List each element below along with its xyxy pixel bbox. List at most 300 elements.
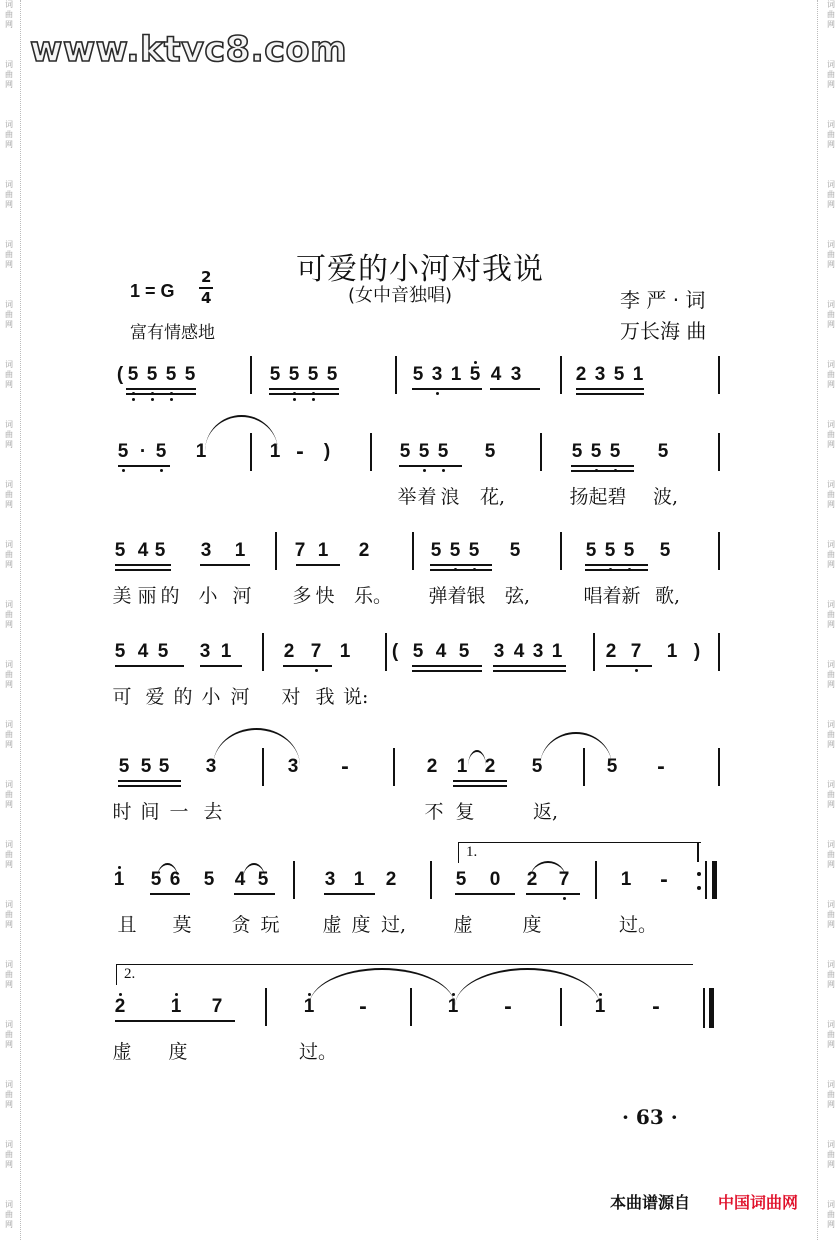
beam-underline: [115, 1020, 235, 1022]
beam-underline: [296, 564, 340, 566]
low-octave-dot: [442, 469, 445, 472]
low-octave-dot: [170, 398, 173, 401]
note: 5: [203, 869, 215, 890]
beam-underline: [118, 785, 181, 787]
lyric-char: 爱: [145, 686, 165, 708]
beam-underline: [115, 665, 184, 667]
tie-arc: [530, 861, 566, 879]
note: 5: [150, 869, 162, 890]
edge-watermark-text: 词 曲 网: [827, 1140, 835, 1169]
high-octave-dot: [474, 361, 477, 364]
key-signature: 1 = G: [130, 281, 175, 301]
tie-arc: [213, 728, 300, 766]
edge-watermark-text: 词 曲 网: [827, 0, 835, 29]
note: 1: [234, 540, 246, 561]
beam-underline: [115, 564, 171, 566]
bar-line: [718, 748, 720, 786]
note: 7: [558, 869, 570, 890]
bar-line: [718, 633, 720, 671]
lyric-char: 举: [397, 486, 417, 508]
edge-watermark-text: 词 曲 网: [827, 900, 835, 929]
note: 2: [385, 869, 397, 890]
left-edge-watermark: [3, 0, 15, 1240]
beam-underline: [269, 388, 339, 390]
note: 5: [531, 756, 543, 777]
bar-line: [393, 748, 395, 786]
bar-line: [412, 532, 414, 570]
edge-watermark-text: 词 曲 网: [827, 360, 835, 389]
edge-watermark-text: 词 曲 网: [827, 120, 835, 149]
beam-underline: [399, 465, 462, 467]
note: 5: [571, 441, 583, 462]
note: 5: [412, 364, 424, 385]
note: 5: [158, 756, 170, 777]
lyric-char: 弹: [428, 585, 448, 607]
volta-bracket: [116, 964, 693, 985]
lyric-char: 返,: [533, 801, 559, 823]
final-barline: [709, 988, 714, 1028]
lyric-char: 河: [232, 585, 252, 607]
lyric-char: 银: [466, 585, 486, 607]
beam-underline: [150, 893, 190, 895]
tie-arc: [468, 750, 486, 766]
beam-underline: [324, 893, 375, 895]
edge-watermark-text: 词 曲 网: [5, 480, 13, 509]
note: 5: [418, 441, 430, 462]
lyric-char: 对: [281, 686, 301, 708]
note: 7: [211, 996, 223, 1017]
low-octave-dot: [132, 392, 135, 395]
lyric-char: 河: [230, 686, 250, 708]
lyric-char: 时: [112, 801, 132, 823]
lyric-char: 唱: [583, 585, 603, 607]
lyric-char: 快: [315, 585, 335, 607]
note: 1: [456, 756, 468, 777]
beam-underline: [118, 780, 181, 782]
beam-underline: [571, 465, 634, 467]
lyric-char: 波,: [653, 486, 679, 508]
note: 5: [604, 540, 616, 561]
edge-watermark-text: 词 曲 网: [827, 240, 835, 269]
site-watermark: www.ktvc8.com: [30, 30, 348, 70]
beam-underline: [455, 893, 515, 895]
low-octave-dot: [293, 398, 296, 401]
note: 3: [493, 641, 505, 662]
note: 5: [430, 540, 442, 561]
hold-dash: -: [296, 441, 304, 463]
hold-dash: -: [657, 756, 665, 778]
note: 7: [310, 641, 322, 662]
lyric-char: 着: [602, 585, 622, 607]
note: 5: [468, 540, 480, 561]
beam-underline: [412, 670, 482, 672]
note: 1: [594, 996, 606, 1017]
note: 1: [447, 996, 459, 1017]
lyric-char: 过。: [299, 1041, 338, 1063]
edge-watermark-text: 词 曲 网: [827, 720, 835, 749]
beam-underline: [576, 388, 644, 390]
lyric-char: 过。: [619, 914, 658, 936]
lyric-char: 我: [315, 686, 335, 708]
tie-arc: [157, 863, 178, 879]
low-octave-dot: [315, 669, 318, 672]
lyric-char: 不: [424, 801, 444, 823]
paren-mark: (: [391, 641, 399, 662]
edge-watermark-text: 词 曲 网: [827, 480, 835, 509]
low-octave-dot: [614, 469, 617, 472]
beam-underline: [576, 393, 644, 395]
edge-watermark-text: 词 曲 网: [5, 240, 13, 269]
lyric-char: 小: [198, 585, 218, 607]
final-barline: [703, 988, 705, 1028]
edge-watermark-text: 词 曲 网: [5, 0, 13, 29]
note: 5: [657, 441, 669, 462]
edge-watermark-text: 词 曲 网: [5, 420, 13, 449]
lyric-char: 虚: [112, 1041, 132, 1063]
note: 5: [458, 641, 470, 662]
hold-dash: -: [359, 996, 367, 1018]
bar-line: [275, 532, 277, 570]
volta-number: 1.: [466, 844, 478, 860]
low-octave-dot: [151, 398, 154, 401]
edge-watermark-text: 词 曲 网: [827, 1020, 835, 1049]
lyric-char: 且: [117, 914, 137, 936]
lyric-char: 莫: [172, 914, 192, 936]
beam-underline: [269, 393, 339, 395]
paren-mark: ): [693, 641, 701, 662]
composer-credit: 万长海 曲: [620, 319, 707, 343]
edge-watermark-text: 词 曲 网: [827, 1200, 835, 1229]
low-octave-dot: [170, 392, 173, 395]
edge-watermark-text: 词 曲 网: [5, 960, 13, 989]
note: 2: [605, 641, 617, 662]
note: 2: [283, 641, 295, 662]
low-octave-dot: [312, 398, 315, 401]
beam-underline: [526, 893, 580, 895]
low-octave-dot: [122, 469, 125, 472]
edge-watermark-text: 词 曲 网: [5, 1140, 13, 1169]
beam-underline: [115, 569, 171, 571]
repeat-dot: [697, 886, 701, 890]
note: 5: [114, 540, 126, 561]
lyric-char: 弦,: [505, 585, 531, 607]
note: 1: [170, 996, 182, 1017]
note: 1: [113, 869, 125, 890]
note: 3: [200, 540, 212, 561]
beam-underline: [490, 388, 540, 390]
bar-line: [250, 356, 252, 394]
note: 1: [551, 641, 563, 662]
low-octave-dot: [454, 568, 457, 571]
note: 4: [435, 641, 447, 662]
edge-watermark-text: 词 曲 网: [827, 60, 835, 89]
beam-underline: [585, 569, 648, 571]
lyric-char: 着: [447, 585, 467, 607]
song-title: 可爱的小河对我说: [296, 252, 544, 287]
note: 5: [455, 869, 467, 890]
bar-line: [385, 633, 387, 671]
edge-watermark-text: 词 曲 网: [5, 360, 13, 389]
bar-line: [370, 433, 372, 471]
edge-watermark-text: 词 曲 网: [5, 60, 13, 89]
volta-number: 2.: [124, 966, 136, 982]
note: 5: [623, 540, 635, 561]
time-sig-bottom: 4: [201, 289, 212, 307]
note: 1: [450, 364, 462, 385]
beam-underline: [126, 388, 196, 390]
tempo-marking: 富有情感地: [130, 323, 215, 343]
note: 5: [509, 540, 521, 561]
bar-line: [262, 633, 264, 671]
edge-watermark-text: 词 曲 网: [5, 840, 13, 869]
beam-underline: [200, 564, 250, 566]
note: 3: [324, 869, 336, 890]
hold-dash: -: [341, 756, 349, 778]
left-dotted-rule: [20, 0, 21, 1240]
edge-watermark-text: 词 曲 网: [827, 780, 835, 809]
edge-watermark-text: 词 曲 网: [5, 660, 13, 689]
note: 5: [165, 364, 177, 385]
high-octave-dot: [599, 993, 602, 996]
lyric-char: 乐。: [354, 585, 393, 607]
note: 5: [449, 540, 461, 561]
bar-line: [293, 861, 295, 899]
note: 3: [199, 641, 211, 662]
beam-underline: [118, 465, 170, 467]
low-octave-dot: [609, 568, 612, 571]
repeat-barline: [705, 861, 707, 899]
edge-watermark-text: 词 曲 网: [5, 1080, 13, 1109]
low-octave-dot: [473, 568, 476, 571]
lyric-char: 贪: [231, 914, 251, 936]
beam-underline: [412, 665, 482, 667]
edge-watermark-text: 词 曲 网: [5, 720, 13, 749]
lyric-char: 度: [522, 914, 542, 936]
note: 7: [294, 540, 306, 561]
note: 3: [532, 641, 544, 662]
note: 7: [630, 641, 642, 662]
tie-arc: [540, 732, 612, 766]
note: 5: [469, 364, 481, 385]
lyric-char: 间: [140, 801, 160, 823]
lyric-char: 度: [351, 914, 371, 936]
note: 5: [155, 441, 167, 462]
low-octave-dot: [563, 897, 566, 900]
note: 1: [220, 641, 232, 662]
note: 2: [358, 540, 370, 561]
low-octave-dot: [628, 568, 631, 571]
note: 4: [490, 364, 502, 385]
high-octave-dot: [118, 866, 121, 869]
edge-watermark-text: 词 曲 网: [5, 900, 13, 929]
note: 2: [526, 869, 538, 890]
note: 5: [412, 641, 424, 662]
note: 0: [489, 869, 501, 890]
volta-end: [697, 842, 699, 862]
right-edge-watermark: [825, 0, 837, 1240]
edge-watermark-text: 词 曲 网: [5, 780, 13, 809]
lyric-char: 的: [160, 585, 180, 607]
repeat-barline: [712, 861, 717, 899]
note: 5: [585, 540, 597, 561]
source-label: 本曲谱源自: [610, 1193, 691, 1212]
beam-underline: [200, 665, 242, 667]
edge-watermark-text: 词 曲 网: [5, 180, 13, 209]
edge-watermark-text: 词 曲 网: [827, 840, 835, 869]
note: 1: [632, 364, 644, 385]
note: 1: [303, 996, 315, 1017]
note: 5: [114, 641, 126, 662]
bar-line: [265, 988, 267, 1026]
note: 5: [659, 540, 671, 561]
beam-underline: [430, 564, 492, 566]
beam-underline: [430, 569, 492, 571]
lyric-char: 过,: [381, 914, 407, 936]
edge-watermark-text: 词 曲 网: [827, 540, 835, 569]
hold-dash: -: [504, 996, 512, 1018]
note: 5: [437, 441, 449, 462]
tie-arc: [205, 415, 278, 451]
low-octave-dot: [312, 392, 315, 395]
note: 5: [127, 364, 139, 385]
bar-line: [430, 861, 432, 899]
note: 1: [195, 441, 207, 462]
note: 3: [205, 756, 217, 777]
beam-underline: [234, 893, 275, 895]
beam-underline: [126, 393, 196, 395]
edge-watermark-text: 词 曲 网: [5, 1020, 13, 1049]
paren-mark: (: [116, 364, 124, 385]
lyric-char: 起: [588, 486, 608, 508]
lyric-char: 多: [292, 585, 312, 607]
low-octave-dot: [595, 469, 598, 472]
bar-line: [540, 433, 542, 471]
note: 5: [590, 441, 602, 462]
lyric-char: 新: [621, 585, 641, 607]
note: 1: [269, 441, 281, 462]
note: 2: [426, 756, 438, 777]
performance-type: (女中音独唱): [348, 285, 453, 306]
beam-underline: [585, 564, 648, 566]
edge-watermark-text: 词 曲 网: [827, 660, 835, 689]
note: 5: [399, 441, 411, 462]
lyric-char: 扬: [569, 486, 589, 508]
hold-dash: -: [652, 996, 660, 1018]
lyric-char: 浪: [440, 486, 460, 508]
lyric-char: 玩: [260, 914, 280, 936]
note: 3: [287, 756, 299, 777]
repeat-dot: [697, 872, 701, 876]
edge-watermark-text: 词 曲 网: [827, 960, 835, 989]
edge-watermark-text: 词 曲 网: [827, 300, 835, 329]
note: 5: [184, 364, 196, 385]
note: 1: [353, 869, 365, 890]
paren-mark: ): [323, 441, 331, 462]
note: 5: [288, 364, 300, 385]
beam-underline: [453, 780, 507, 782]
note: 2: [114, 996, 126, 1017]
note: 2: [575, 364, 587, 385]
note: ·: [139, 441, 147, 462]
bar-line: [395, 356, 397, 394]
beam-underline: [453, 785, 507, 787]
note: 6: [169, 869, 181, 890]
lyric-char: 度: [168, 1041, 188, 1063]
note: 5: [157, 641, 169, 662]
note: 5: [118, 756, 130, 777]
low-octave-dot: [132, 398, 135, 401]
note: 1: [620, 869, 632, 890]
note: 1: [666, 641, 678, 662]
right-dotted-rule: [817, 0, 818, 1240]
lyric-char: 丽: [137, 585, 157, 607]
note: 3: [510, 364, 522, 385]
note: 5: [484, 441, 496, 462]
lyric-char: 一: [169, 801, 189, 823]
note: 4: [513, 641, 525, 662]
lyric-char: 美: [112, 585, 132, 607]
note: 4: [137, 641, 149, 662]
hold-dash: -: [660, 869, 668, 891]
lyric-char: 虚: [322, 914, 342, 936]
low-octave-dot: [436, 392, 439, 395]
bar-line: [595, 861, 597, 899]
high-octave-dot: [175, 993, 178, 996]
note: 3: [594, 364, 606, 385]
lyric-char: 小: [201, 686, 221, 708]
note: 5: [117, 441, 129, 462]
lyric-char: 说:: [343, 686, 369, 708]
note: 5: [609, 441, 621, 462]
edge-watermark-text: 词 曲 网: [5, 120, 13, 149]
beam-underline: [606, 665, 652, 667]
note: 1: [339, 641, 351, 662]
bar-line: [718, 356, 720, 394]
lyric-char: 去: [203, 801, 223, 823]
lyric-char: 复: [455, 801, 475, 823]
edge-watermark-text: 词 曲 网: [827, 180, 835, 209]
beam-underline: [571, 470, 634, 472]
low-octave-dot: [635, 669, 638, 672]
note: 2: [484, 756, 496, 777]
volta-bracket: [458, 842, 701, 863]
edge-watermark-text: 词 曲 网: [5, 600, 13, 629]
note: 5: [140, 756, 152, 777]
lyric-char: 花,: [480, 486, 506, 508]
note: 5: [606, 756, 618, 777]
edge-watermark-text: 词 曲 网: [827, 420, 835, 449]
beam-underline: [493, 665, 566, 667]
lyric-char: 虚: [453, 914, 473, 936]
note: 4: [137, 540, 149, 561]
edge-watermark-text: 词 曲 网: [827, 600, 835, 629]
lyric-char: 可: [112, 686, 132, 708]
low-octave-dot: [151, 392, 154, 395]
note: 5: [146, 364, 158, 385]
beam-underline: [493, 670, 566, 672]
bar-line: [560, 356, 562, 394]
source-site-link[interactable]: 中国词曲网: [718, 1193, 799, 1212]
tie-arc: [243, 863, 265, 879]
bar-line: [593, 633, 595, 671]
low-octave-dot: [293, 392, 296, 395]
beam-underline: [283, 665, 332, 667]
edge-watermark-text: 词 曲 网: [5, 300, 13, 329]
low-octave-dot: [160, 469, 163, 472]
note: 5: [307, 364, 319, 385]
lyric-char: 歌,: [655, 585, 681, 607]
page-number: · 63 ·: [622, 1105, 678, 1129]
